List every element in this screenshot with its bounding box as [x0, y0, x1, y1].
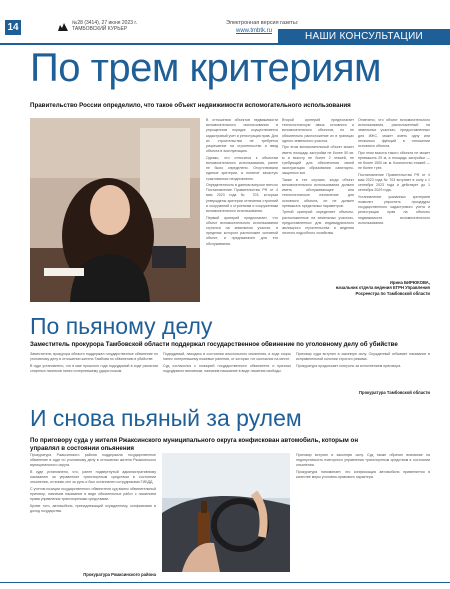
paragraph: Первый критерий предполагает, что объект вспомогательного использования строится на земельном участке, в пределах которого расположен основной объект, и предназначен для его обслуживания. [206, 215, 278, 246]
issue-number: №28 (3414), 27 июня 2023 г. [72, 20, 138, 26]
paragraph: Прокуратура продолжает контроль за исполнением приговора. [296, 363, 402, 368]
header-divider [0, 43, 450, 45]
paragraph: Приговор вступил в законную силу. Суд также обратил внимание на недопустимость повторного управления транспортным средством в состоянии опьянения. [296, 453, 430, 468]
article1-column-1 [206, 118, 278, 308]
paragraph: Прокуратура Ржаксинского района поддержала государственное обвинение в суде по уголовному делу в отношении жителя Ржаксинского муниципального округа. [30, 453, 156, 468]
paragraph: Второй критерий предполагает технологическую связь основного и вспомогательного объектов, но не обязательно расположение их в границах одного земельного участка. [282, 118, 354, 143]
paragraph: Определенность в данном вопросе внесло Постановление Правительства РФ от 4 мая 2023 года № 703, которым утверждены критерии отнесения строений и сооружений к строениям и сооружениям вспомогательного использования. [206, 183, 278, 214]
author-org: Прокуратура Тамбовской области [359, 390, 430, 395]
article3-signature [30, 572, 156, 577]
article2-signature [320, 390, 430, 395]
article1-column-3 [358, 118, 430, 276]
article3-photo [162, 453, 290, 572]
article1-photo [30, 118, 200, 302]
paragraph: Постановление Правительства РФ от 4 мая 2023 года № 703 вступает в силу с 1 сентября 2023 года и действует до 1 сентября 2029 года. [358, 172, 430, 193]
epaper-label: Электронная версия газеты: [226, 20, 299, 26]
paper-name: ТАМБОВСКИЙ КУРЬЕР [72, 26, 128, 32]
author-org: Росреестра по Тамбовской области [355, 290, 430, 296]
paragraph: Установление указанных критериев позволит упростить процедуры государственного кадастрового учета и регистрации прав на объекты недвижимости вспомогательного использования. [358, 194, 430, 225]
paragraph: Прокуратура напоминает, что конфискация автомобиля применяется в качестве меры уголовно-правового характера. [296, 469, 430, 480]
article1-title: По трем критериям [30, 46, 381, 90]
author-role: начальник отдела ведения ЕГРН Управления [335, 285, 430, 291]
paragraph: Суд согласился с позицией государственного обвинителя и признал подсудимого виновным, назначив наказание в виде лишения свободы. [163, 363, 291, 373]
paragraph: Приговор суда вступил в законную силу. Осужденный отбывает наказание в исправительной колонии строгого режима. [296, 352, 430, 362]
article2-column-2 [163, 352, 291, 394]
paragraph: В отношении объектов недвижимости вспомогательного использования в упрощенном порядке осуществляется кадастровый учет и регистрация прав. Для их строительства не требуется разрешение на строительство и ввод объекта в эксплуатацию. [206, 118, 278, 154]
paragraph: При этом высота такого объекта не может превышать 20 м, а площадь застройки — не более 1500 кв. м. Количество этажей — не более трех. [358, 150, 430, 171]
paragraph: Заместитель прокурора области поддержал государственное обвинение по уголовному делу в отношении жителя Тамбова по обвинению в убийстве. [30, 352, 158, 362]
article2-column-1 [30, 352, 158, 394]
paragraph: Также в тех случаях, когда объект вспомогательного использования должен иметь обслуживающее или технологическое назначение для основного объекта, он не должен превышать предельных параметров. [282, 177, 354, 208]
paragraph: Подсудимый, находясь в состоянии алкогольного опьянения, в ходе ссоры нанес потерпевшему ножевые ранения, от которых тот скончался на месте. [163, 352, 291, 362]
article1-signature [330, 280, 430, 296]
issue-info [72, 20, 137, 32]
article1-lead: Правительство России определило, что такое объект недвижимости вспомогательного использования [30, 102, 351, 109]
page-number: 14 [5, 20, 21, 35]
paragraph: В суде установлено, что в мае прошлого года подсудимый в ходе распития спиртных напитков нанес потерпевшему удары ножом. [30, 363, 158, 373]
site-link[interactable]: www.tmbtk.ru [236, 28, 273, 34]
article2-title: По пьяному делу [30, 313, 213, 339]
footer-divider [0, 582, 450, 583]
paragraph: Отмечено, что объект вспомогательного использования, расположенный на земельных участках, предоставленных для ИЖС, может иметь одну или несколько функций в отношении основного объекта. [358, 118, 430, 149]
paragraph: При этом вспомогательный объект может иметь площадь застройки не более 50 кв. м и высоту не более 2 этажей, не требующий для обеспечения своей эксплуатации образования санитарно-защитных зон. [282, 145, 354, 176]
paragraph: С учетом позиции государственного обвинителя суд вынес обвинительный приговор, назначив наказание в виде обязательных работ с лишением права управления транспортными средствами. [30, 486, 156, 502]
paragraph: Третий критерий определяет объекты, расположенные на земельных участках, предоставленных для индивидуального жилищного строительства и ведения личного подсобного хозяйства. [282, 210, 354, 236]
newspaper-logo-icon [57, 21, 69, 32]
page-header [0, 0, 450, 44]
article2-lead: Заместитель прокурора Тамбовской области поддержал государственное обвинение по уголовному делу об убийстве [30, 341, 398, 348]
article3-column-1 [30, 453, 156, 566]
article3-column-3 [296, 453, 430, 513]
article3-lead: По приговору суда у жителя Ржаксинского муниципального округа конфискован автомобиль, которым он управлял в состоянии опьянения [30, 437, 359, 452]
author-name: Ирина БИРЮКОВА, [389, 280, 430, 285]
author-org: Прокуратура Ржаксинского района [83, 572, 156, 577]
section-title: НАШИ КОНСУЛЬТАЦИИ [278, 29, 450, 44]
paragraph: Однако, что относится к объектам вспомогательного использования, ранее не было определено. Отсутствовали единые критерии, а понятие зачастую трактовалось неоднозначно. [206, 155, 278, 181]
article2-column-3 [296, 352, 430, 386]
paragraph: Кроме того, автомобиль, принадлежащий осужденному, конфискован в доход государства. [30, 503, 156, 513]
paragraph: В суде установлено, что, ранее подвергнутый административному наказанию за управление транспортным средством в состоянии опьянения, он вновь сел за руль и был остановлен сотрудниками ГИБДД. [30, 469, 156, 485]
article3-title: И снова пьяный за рулем [30, 405, 302, 431]
